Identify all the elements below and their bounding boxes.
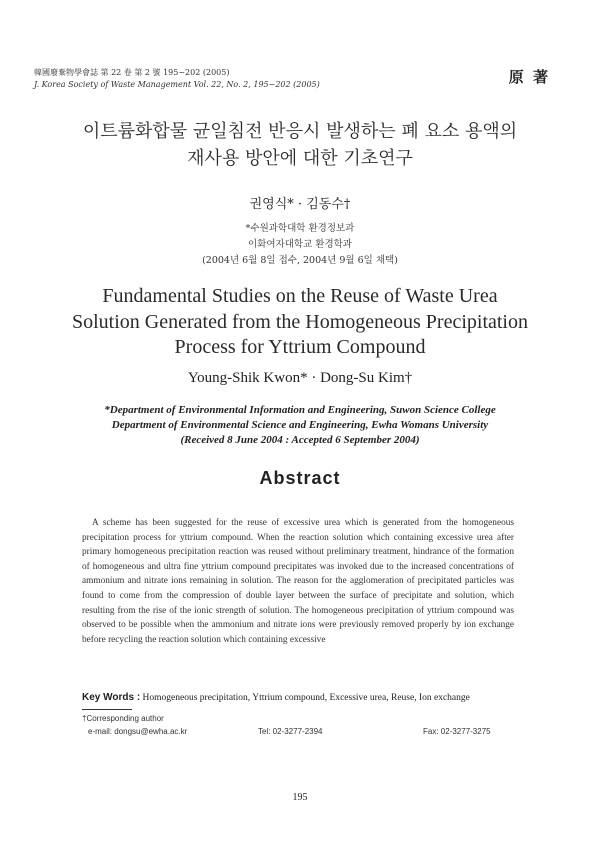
- journal-citation-english: J. Korea Society of Waste Management Vol. 22, No. 2, 195~202 (2005): [34, 80, 320, 89]
- english-title-line: Fundamental Studies on the Reuse of Waste Urea: [102, 285, 498, 307]
- contact-fax: Fax: 02-3277-3275: [423, 727, 491, 736]
- contact-email: e-mail: dongsu@ewha.ac.kr: [88, 727, 188, 736]
- abstract-heading: Abstract: [259, 468, 341, 488]
- keywords: [82, 692, 522, 703]
- footnote-divider: [82, 709, 132, 710]
- english-title: [0, 284, 600, 361]
- korean-affiliations: [0, 221, 600, 269]
- article-type-tag: 原 著: [508, 68, 550, 86]
- journal-header: [34, 67, 320, 91]
- korean-affiliation: 이화여자대학교 환경학과: [248, 239, 352, 250]
- english-affiliations: [0, 403, 600, 448]
- korean-dates: (2004년 6월 8일 접수, 2004년 9월 6일 채택): [202, 255, 398, 266]
- abstract-body: A scheme has been suggested for the reuse of excessive urea which is generated from the homogeneous precipitation process for yttrium compound. When the reaction solution which containing excessive urea after primary homogeneous precipitation reaction was reused without preliminary treatment, hindrance of the formation of homogeneous and ultra fine yttrium compound precipitates was invoked due to the increased concentrations of ammonium and nitrate ions remaining in solution. The reason for the agglomeration of precipitated particles was found to come from the compression of double layer between the surface of precipitate and solution, which resulting from the rise of the ionic strength of solution. The homogeneous precipitation of yttrium compound was observed to be possible when the ammonium and nitrate ions were previously removed properly by ion exchange before recycling the reaction solution which containing excessive: [82, 518, 514, 645]
- journal-citation-korean: 韓國廢棄物學會誌 第 22 卷 第 2 號 195~202 (2005): [34, 68, 230, 77]
- korean-title: [0, 118, 600, 172]
- english-authors: Young-Shik Kwon* · Dong-Su Kim†: [187, 370, 413, 386]
- korean-title-line: 재사용 방안에 대한 기초연구: [187, 148, 413, 169]
- korean-affiliation: *수원과학대학 환경정보과: [245, 223, 355, 234]
- corresponding-author-note: †Corresponding author: [82, 714, 164, 723]
- english-affiliation: *Department of Environmental Information and Engineering, Suwon Science College: [104, 404, 496, 416]
- english-dates: (Received 8 June 2004 : Accepted 6 September 2004): [180, 434, 420, 446]
- english-title-line: Process for Yttrium Compound: [174, 336, 426, 358]
- contact-tel: Tel: 02-3277-2394: [258, 727, 323, 736]
- page-number: 195: [292, 792, 308, 803]
- korean-title-line: 이트륨화합물 균일침전 반응시 발생하는 폐 요소 용액의: [82, 121, 518, 142]
- english-affiliation: Department of Environmental Science and Engineering, Ewha Womans University: [111, 419, 489, 431]
- keywords-text: Homogeneous precipitation, Yttrium compound, Excessive urea, Reuse, Ion exchange: [142, 693, 470, 703]
- keywords-label: Key Words :: [82, 692, 141, 703]
- korean-authors: 권영식* · 김동수†: [249, 197, 351, 212]
- english-title-line: Solution Generated from the Homogeneous Precipitation: [71, 310, 528, 333]
